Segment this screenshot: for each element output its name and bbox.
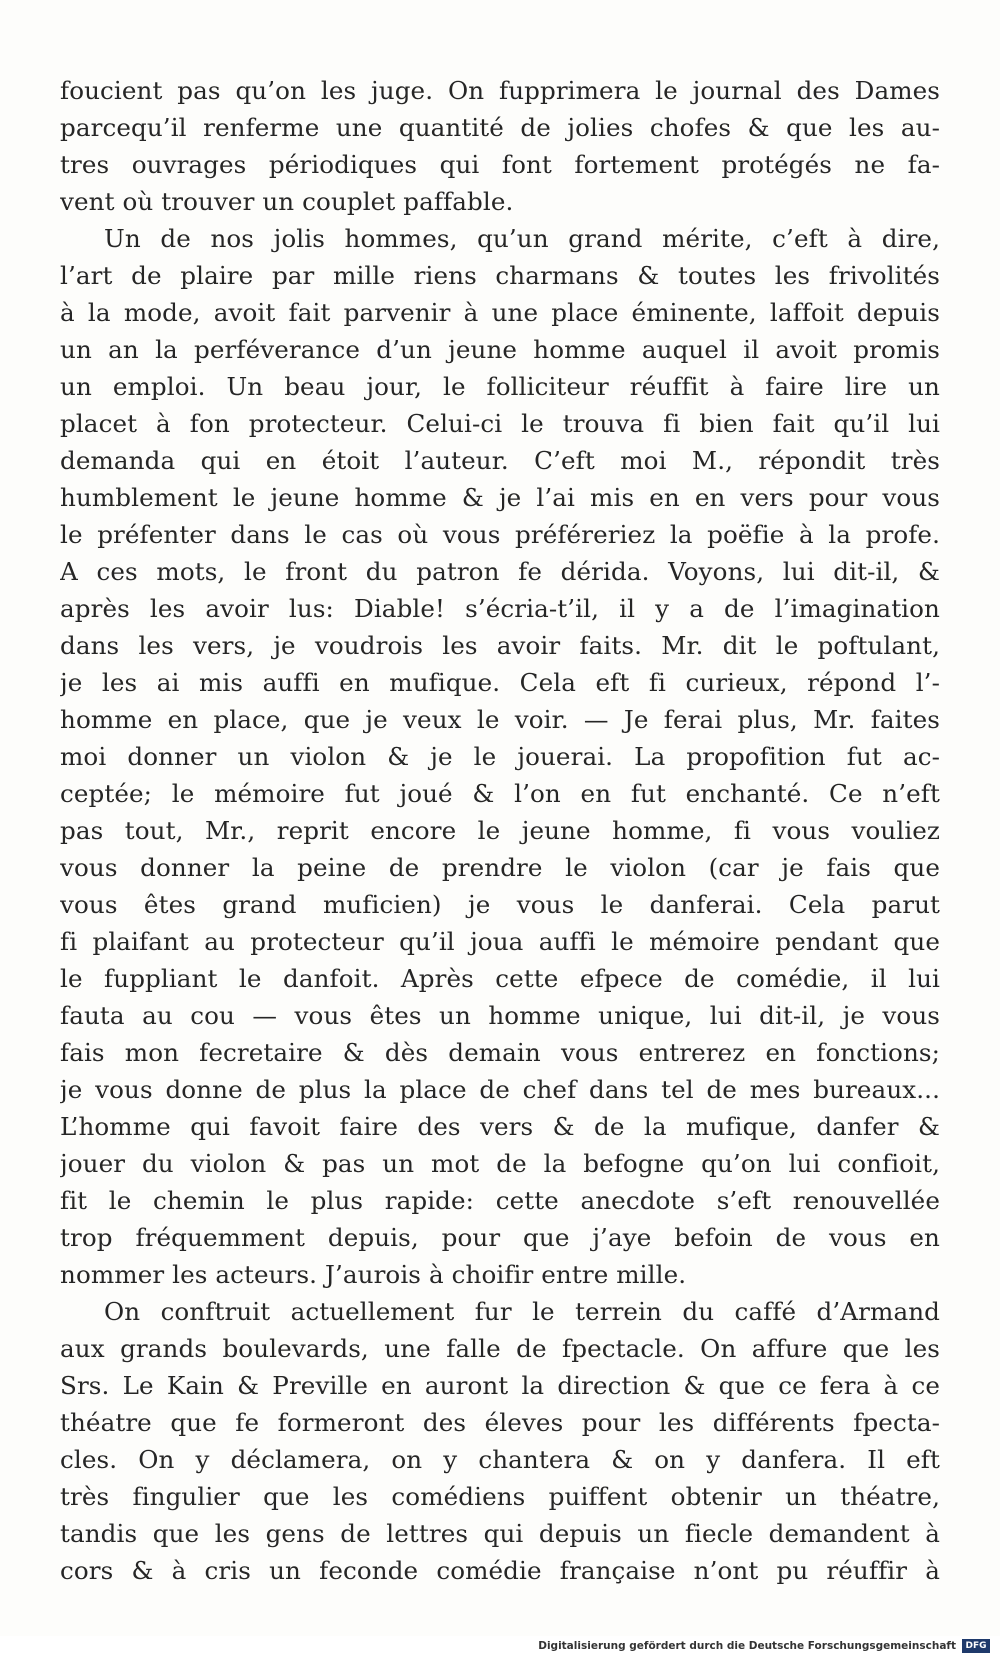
text-line: vous donner la peine de prendre le violon (car je fais que [60,853,940,882]
text-line: très fingulier que les comédiens puiffent obtenir un théatre, [60,1482,940,1511]
text-line: fi plaifant au protecteur qu’il joua auffi le mémoire pendant que [60,927,940,956]
text-line: fauta au cou — vous êtes un homme unique, lui dit-il, je vous [60,1001,940,1030]
text-line: après les avoir lus: Diable! s’écria-t’il, il y a de l’imagination [60,594,940,623]
text-line: foucient pas qu’on les juge. On fupprimera le journal des Dames [60,76,940,105]
paragraph-3 [60,1293,940,1589]
text-line: théatre que fe formeront des éleves pour les différents fpecta- [60,1408,940,1437]
text-line: moi donner un violon & je le jouerai. La propofition fut ac- [60,742,940,771]
text-line: le fuppliant le danfoit. Après cette efpece de comédie, il lui [60,964,940,993]
text-line: je vous donne de plus la place de chef dans tel de mes bureaux... [60,1075,940,1104]
paragraph-2 [60,220,940,1293]
text-line: cles. On y déclamera, on y chantera & on y danfera. Il eft [60,1445,940,1474]
text-line: humblement le jeune homme & je l’ai mis en en vers pour vous [60,483,940,512]
text-line: placet à fon protecteur. Celui-ci le trouva fi bien fait qu’il lui [60,409,940,438]
text-line: vent où trouver un couplet paffable. [60,187,514,216]
text-line: à la mode, avoit fait parvenir à une place éminente, laffoit depuis [60,298,940,327]
text-line: homme en place, que je veux le voir. — Je ferai plus, Mr. faites [60,705,940,734]
text-line: parcequ’il renferme une quantité de jolies chofes & que les au- [60,113,940,142]
text-line: demanda qui en étoit l’auteur. C’eft moi M., répondit très [60,446,940,475]
text-line: Un de nos jolis hommes, qu’un grand mérite, c’eft à dire, [104,224,940,253]
text-line: ceptée; le mémoire fut joué & l’on en fut enchanté. Ce n’eft [60,779,940,808]
text-line: vous êtes grand muficien) je vous le danferai. Cela parut [60,890,940,919]
body-text [60,72,940,1589]
digitization-credit: Digitalisierung gefördert durch die Deutsche Forschungsgemeinschaft [538,1640,956,1652]
text-line: L’homme qui favoit faire des vers & de la mufique, danfer & [60,1112,940,1141]
text-line: A ces mots, le front du patron fe dérida. Voyons, lui dit-il, & [60,557,940,586]
text-line: fais mon fecretaire & dès demain vous entrerez en fonctions; [60,1038,940,1067]
text-line: dans les vers, je voudrois les avoir faits. Mr. dit le poftulant, [60,631,940,660]
text-line: nommer les acteurs. J’aurois à choifir entre mille. [60,1260,687,1289]
text-line: tandis que les gens de lettres qui depuis un fiecle demandent à [60,1519,940,1548]
text-line: cors & à cris un feconde comédie française n’ont pu réuffir à [60,1556,940,1585]
text-line: pas tout, Mr., reprit encore le jeune homme, fi vous vouliez [60,816,940,845]
text-line: tres ouvrages périodiques qui font fortement protégés ne fa- [60,150,940,179]
text-line: aux grands boulevards, une falle de fpectacle. On affure que les [60,1334,940,1363]
text-line: un emploi. Un beau jour, le folliciteur réuffit à faire lire un [60,372,940,401]
text-line: jouer du violon & pas un mot de la befogne qu’on lui confioit, [60,1149,940,1178]
text-line: un an la perféverance d’un jeune homme auquel il avoit promis [60,335,940,364]
text-line: fit le chemin le plus rapide: cette anecdote s’eft renouvellée [60,1186,940,1215]
text-line: le préfenter dans le cas où vous préféreriez la poëfie à la profe. [60,520,940,549]
text-line: trop fréquemment depuis, pour que j’aye befoin de vous en [60,1223,940,1252]
paragraph-1 [60,72,940,220]
text-line: Srs. Le Kain & Preville en auront la direction & que ce fera à ce [60,1371,940,1400]
text-line: l’art de plaire par mille riens charmans & toutes les frivolités [60,261,940,290]
dfg-logo-icon: DFG [962,1639,990,1653]
text-line: je les ai mis auffi en mufique. Cela eft fi curieux, répond l’- [60,668,940,697]
text-line: On conftruit actuellement fur le terrein du caffé d’Armand [104,1297,940,1326]
